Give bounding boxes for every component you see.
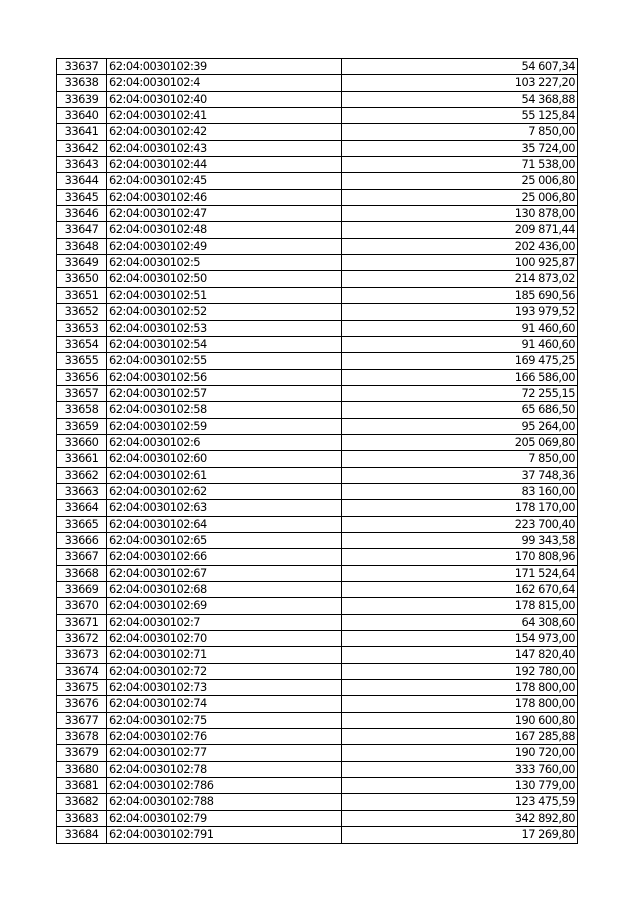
cadastral-number-cell: 62:04:0030102:70 — [107, 631, 342, 647]
table-row — [57, 75, 578, 91]
cadastral-value-cell: 166 586,00 — [342, 369, 578, 385]
table-row — [57, 255, 578, 271]
row-number-cell: 33637 — [57, 59, 107, 75]
table-row — [57, 582, 578, 598]
cadastral-value-cell: 342 892,80 — [342, 810, 578, 826]
row-number-cell: 33643 — [57, 157, 107, 173]
cadastral-value-cell: 91 460,60 — [342, 320, 578, 336]
row-number-cell: 33662 — [57, 467, 107, 483]
cadastral-value-cell: 178 170,00 — [342, 500, 578, 516]
cadastral-value-cell: 103 227,20 — [342, 75, 578, 91]
cadastral-number-cell: 62:04:0030102:52 — [107, 304, 342, 320]
row-number-cell: 33658 — [57, 402, 107, 418]
table-row — [57, 614, 578, 630]
cadastral-number-cell: 62:04:0030102:55 — [107, 353, 342, 369]
cadastral-value-cell: 91 460,60 — [342, 336, 578, 352]
table-row — [57, 336, 578, 352]
row-number-cell: 33681 — [57, 778, 107, 794]
table-row — [57, 189, 578, 205]
cadastral-value-cell: 333 760,00 — [342, 761, 578, 777]
row-number-cell: 33648 — [57, 238, 107, 254]
row-number-cell: 33645 — [57, 189, 107, 205]
table-row — [57, 385, 578, 401]
table-row — [57, 565, 578, 581]
cadastral-number-cell: 62:04:0030102:50 — [107, 271, 342, 287]
cadastral-number-cell: 62:04:0030102:73 — [107, 680, 342, 696]
cadastral-number-cell: 62:04:0030102:47 — [107, 206, 342, 222]
cadastral-value-cell: 64 308,60 — [342, 614, 578, 630]
table-row — [57, 729, 578, 745]
table-row — [57, 778, 578, 794]
table-row — [57, 124, 578, 140]
cadastral-value-cell: 123 475,59 — [342, 794, 578, 810]
table-row — [57, 353, 578, 369]
row-number-cell: 33667 — [57, 549, 107, 565]
cadastral-number-cell: 62:04:0030102:46 — [107, 189, 342, 205]
table-row — [57, 516, 578, 532]
table-row — [57, 483, 578, 499]
table-row — [57, 402, 578, 418]
row-number-cell: 33639 — [57, 91, 107, 107]
cadastral-number-cell: 62:04:0030102:51 — [107, 287, 342, 303]
cadastral-value-cell: 178 800,00 — [342, 680, 578, 696]
cadastral-value-cell: 147 820,40 — [342, 647, 578, 663]
table-row — [57, 761, 578, 777]
cadastral-number-cell: 62:04:0030102:56 — [107, 369, 342, 385]
cadastral-value-table — [56, 58, 578, 844]
row-number-cell: 33638 — [57, 75, 107, 91]
row-number-cell: 33671 — [57, 614, 107, 630]
cadastral-value-cell: 162 670,64 — [342, 582, 578, 598]
cadastral-number-cell: 62:04:0030102:78 — [107, 761, 342, 777]
row-number-cell: 33670 — [57, 598, 107, 614]
cadastral-value-cell: 99 343,58 — [342, 532, 578, 548]
row-number-cell: 33652 — [57, 304, 107, 320]
table-row — [57, 206, 578, 222]
table-row — [57, 222, 578, 238]
cadastral-number-cell: 62:04:0030102:4 — [107, 75, 342, 91]
row-number-cell: 33683 — [57, 810, 107, 826]
cadastral-number-cell: 62:04:0030102:786 — [107, 778, 342, 794]
row-number-cell: 33660 — [57, 434, 107, 450]
cadastral-value-cell: 209 871,44 — [342, 222, 578, 238]
row-number-cell: 33675 — [57, 680, 107, 696]
cadastral-number-cell: 62:04:0030102:788 — [107, 794, 342, 810]
table-row — [57, 598, 578, 614]
cadastral-value-cell: 192 780,00 — [342, 663, 578, 679]
cadastral-value-cell: 130 878,00 — [342, 206, 578, 222]
row-number-cell: 33654 — [57, 336, 107, 352]
cadastral-number-cell: 62:04:0030102:48 — [107, 222, 342, 238]
cadastral-number-cell: 62:04:0030102:75 — [107, 712, 342, 728]
table-row — [57, 238, 578, 254]
cadastral-number-cell: 62:04:0030102:66 — [107, 549, 342, 565]
row-number-cell: 33672 — [57, 631, 107, 647]
cadastral-number-cell: 62:04:0030102:44 — [107, 157, 342, 173]
cadastral-value-cell: 185 690,56 — [342, 287, 578, 303]
row-number-cell: 33678 — [57, 729, 107, 745]
cadastral-value-cell: 178 815,00 — [342, 598, 578, 614]
cadastral-value-cell: 54 368,88 — [342, 91, 578, 107]
cadastral-number-cell: 62:04:0030102:40 — [107, 91, 342, 107]
table-row — [57, 157, 578, 173]
table-row — [57, 451, 578, 467]
row-number-cell: 33657 — [57, 385, 107, 401]
row-number-cell: 33653 — [57, 320, 107, 336]
table-row — [57, 418, 578, 434]
cadastral-value-cell: 171 524,64 — [342, 565, 578, 581]
cadastral-number-cell: 62:04:0030102:61 — [107, 467, 342, 483]
cadastral-value-cell: 7 850,00 — [342, 124, 578, 140]
row-number-cell: 33679 — [57, 745, 107, 761]
cadastral-value-cell: 193 979,52 — [342, 304, 578, 320]
cadastral-value-cell: 83 160,00 — [342, 483, 578, 499]
cadastral-value-cell: 37 748,36 — [342, 467, 578, 483]
cadastral-number-cell: 62:04:0030102:54 — [107, 336, 342, 352]
cadastral-number-cell: 62:04:0030102:64 — [107, 516, 342, 532]
cadastral-value-cell: 7 850,00 — [342, 451, 578, 467]
cadastral-number-cell: 62:04:0030102:65 — [107, 532, 342, 548]
row-number-cell: 33664 — [57, 500, 107, 516]
cadastral-number-cell: 62:04:0030102:59 — [107, 418, 342, 434]
cadastral-number-cell: 62:04:0030102:71 — [107, 647, 342, 663]
table-row — [57, 532, 578, 548]
row-number-cell: 33680 — [57, 761, 107, 777]
cadastral-value-cell: 205 069,80 — [342, 434, 578, 450]
cadastral-value-cell: 17 269,80 — [342, 827, 578, 843]
cadastral-value-cell: 130 779,00 — [342, 778, 578, 794]
row-number-cell: 33669 — [57, 582, 107, 598]
cadastral-value-cell: 169 475,25 — [342, 353, 578, 369]
cadastral-number-cell: 62:04:0030102:76 — [107, 729, 342, 745]
cadastral-value-cell: 170 808,96 — [342, 549, 578, 565]
row-number-cell: 33659 — [57, 418, 107, 434]
table-row — [57, 794, 578, 810]
table-row — [57, 647, 578, 663]
row-number-cell: 33641 — [57, 124, 107, 140]
cadastral-value-cell: 35 724,00 — [342, 140, 578, 156]
row-number-cell: 33677 — [57, 712, 107, 728]
cadastral-value-cell: 95 264,00 — [342, 418, 578, 434]
cadastral-number-cell: 62:04:0030102:791 — [107, 827, 342, 843]
cadastral-value-cell: 190 720,00 — [342, 745, 578, 761]
cadastral-value-cell: 223 700,40 — [342, 516, 578, 532]
table-row — [57, 369, 578, 385]
table-row — [57, 304, 578, 320]
table-row — [57, 108, 578, 124]
row-number-cell: 33676 — [57, 696, 107, 712]
cadastral-value-cell: 202 436,00 — [342, 238, 578, 254]
cadastral-number-cell: 62:04:0030102:39 — [107, 59, 342, 75]
cadastral-number-cell: 62:04:0030102:7 — [107, 614, 342, 630]
table-row — [57, 500, 578, 516]
cadastral-number-cell: 62:04:0030102:68 — [107, 582, 342, 598]
cadastral-number-cell: 62:04:0030102:79 — [107, 810, 342, 826]
row-number-cell: 33682 — [57, 794, 107, 810]
cadastral-number-cell: 62:04:0030102:53 — [107, 320, 342, 336]
cadastral-number-cell: 62:04:0030102:60 — [107, 451, 342, 467]
row-number-cell: 33642 — [57, 140, 107, 156]
cadastral-number-cell: 62:04:0030102:77 — [107, 745, 342, 761]
table-body — [57, 59, 578, 844]
row-number-cell: 33650 — [57, 271, 107, 287]
table-row — [57, 712, 578, 728]
row-number-cell: 33674 — [57, 663, 107, 679]
table-row — [57, 745, 578, 761]
table-row — [57, 467, 578, 483]
table-row — [57, 680, 578, 696]
row-number-cell: 33663 — [57, 483, 107, 499]
cadastral-value-cell: 54 607,34 — [342, 59, 578, 75]
row-number-cell: 33661 — [57, 451, 107, 467]
row-number-cell: 33665 — [57, 516, 107, 532]
row-number-cell: 33655 — [57, 353, 107, 369]
row-number-cell: 33649 — [57, 255, 107, 271]
table-row — [57, 59, 578, 75]
row-number-cell: 33651 — [57, 287, 107, 303]
table-row — [57, 631, 578, 647]
cadastral-number-cell: 62:04:0030102:72 — [107, 663, 342, 679]
cadastral-value-cell: 190 600,80 — [342, 712, 578, 728]
cadastral-number-cell: 62:04:0030102:45 — [107, 173, 342, 189]
cadastral-value-cell: 25 006,80 — [342, 173, 578, 189]
cadastral-number-cell: 62:04:0030102:69 — [107, 598, 342, 614]
cadastral-value-cell: 214 873,02 — [342, 271, 578, 287]
cadastral-number-cell: 62:04:0030102:5 — [107, 255, 342, 271]
cadastral-value-cell: 100 925,87 — [342, 255, 578, 271]
cadastral-value-cell: 25 006,80 — [342, 189, 578, 205]
table-row — [57, 663, 578, 679]
row-number-cell: 33646 — [57, 206, 107, 222]
row-number-cell: 33644 — [57, 173, 107, 189]
cadastral-number-cell: 62:04:0030102:6 — [107, 434, 342, 450]
cadastral-number-cell: 62:04:0030102:57 — [107, 385, 342, 401]
cadastral-value-cell: 72 255,15 — [342, 385, 578, 401]
cadastral-number-cell: 62:04:0030102:63 — [107, 500, 342, 516]
table-row — [57, 173, 578, 189]
row-number-cell: 33673 — [57, 647, 107, 663]
cadastral-number-cell: 62:04:0030102:42 — [107, 124, 342, 140]
table-row — [57, 810, 578, 826]
table-row — [57, 549, 578, 565]
row-number-cell: 33684 — [57, 827, 107, 843]
cadastral-number-cell: 62:04:0030102:43 — [107, 140, 342, 156]
row-number-cell: 33647 — [57, 222, 107, 238]
table-row — [57, 827, 578, 843]
row-number-cell: 33656 — [57, 369, 107, 385]
table-row — [57, 434, 578, 450]
cadastral-value-cell: 55 125,84 — [342, 108, 578, 124]
table-row — [57, 91, 578, 107]
row-number-cell: 33640 — [57, 108, 107, 124]
cadastral-value-cell: 167 285,88 — [342, 729, 578, 745]
table-row — [57, 320, 578, 336]
cadastral-number-cell: 62:04:0030102:41 — [107, 108, 342, 124]
cadastral-value-cell: 178 800,00 — [342, 696, 578, 712]
cadastral-value-cell: 71 538,00 — [342, 157, 578, 173]
cadastral-number-cell: 62:04:0030102:62 — [107, 483, 342, 499]
cadastral-number-cell: 62:04:0030102:74 — [107, 696, 342, 712]
table-row — [57, 696, 578, 712]
row-number-cell: 33666 — [57, 532, 107, 548]
table-row — [57, 271, 578, 287]
cadastral-number-cell: 62:04:0030102:49 — [107, 238, 342, 254]
cadastral-value-cell: 65 686,50 — [342, 402, 578, 418]
cadastral-number-cell: 62:04:0030102:67 — [107, 565, 342, 581]
cadastral-value-cell: 154 973,00 — [342, 631, 578, 647]
table-row — [57, 140, 578, 156]
table-row — [57, 287, 578, 303]
row-number-cell: 33668 — [57, 565, 107, 581]
cadastral-number-cell: 62:04:0030102:58 — [107, 402, 342, 418]
